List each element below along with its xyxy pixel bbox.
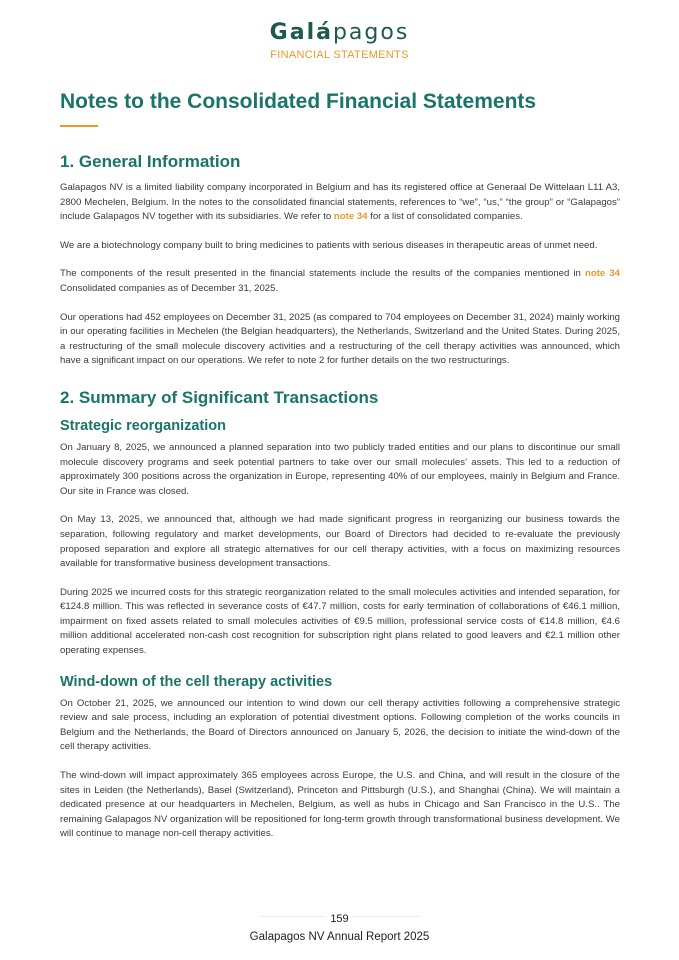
note-34-link[interactable]: note 34	[333, 211, 368, 223]
section-1-heading: 1. General Information	[60, 152, 241, 171]
report-title: Galapagos NV Annual Report 2025	[249, 931, 430, 943]
strategic-paragraph-2: On May 13, 2025, we announced that, although we had made significant progress in reorganizing our business towards the separation, following regulatory and market developments, our Board of Directors had decided to re-evaluate the previously proposed separation and explore all strategic alternatives for our cell therapy activities, with a focus on maximizing resources available for transformative business development transactions.	[60, 514, 620, 570]
section-1-paragraph-1: Galapagos NV is a limited liability company incorporated in Belgium and has its registered office at Generaal De Wittelaan L11 A3, 2800 Mechelen, Belgium. In the notes to the consolidated financial statements, references to “we”, “us,” “the group” or “Galapagos” include Galapagos NV together with its subsidiaries. We refer to note 34 for a list of consolidated companies.	[60, 182, 620, 223]
section-label: FINANCIAL STATEMENTS	[270, 49, 409, 61]
section-1-paragraph-4: Our operations had 452 employees on December 31, 2025 (as compared to 704 employees on December 31, 2024) mainly working in our operating facilities in Mechelen (the Belgian headquarters), the Netherlands, Switzerland and the United States. During 2025, a restructuring of the small molecule discovery activities and a restructuring of the cell therapy activities was announced, which have a significant impact on our operations. We refer to note 2 for further details on the two restructurings.	[60, 311, 620, 367]
page-footer	[0, 908, 679, 943]
section-1-paragraph-2: We are a biotechnology company built to bring medicines to patients with serious diseases in therapeutic areas of unmet need.	[60, 239, 598, 251]
wind-down-paragraph-2: The wind-down will impact approximately 365 employees across Europe, the U.S. and China, and will result in the closure of the sites in Leiden (the Netherlands), Basel (Switzerland), Princeton and Pittsburgh (U.S.), and Shanghai (China). We will maintain a dedicated presence at our headquarters in Mechelen, Belgium, as well as hubs in Chicago and San Francisco in the U.S.. The remaining Galapagos NV organization will be repositioned for long-term growth through transformational business development. We will continue to manage non-cell therapy activities.	[60, 770, 620, 840]
page-title: Notes to the Consolidated Financial Statements	[60, 90, 537, 113]
strategic-paragraph-1: On January 8, 2025, we announced a planned separation into two publicly traded entities and our plans to discontinue our small molecule discovery programs and seek potential partners to take over our small molecules’ assets. This led to a reduction of approximately 300 positions across the organization in Europe, representing 40% of our employees, mainly in Belgium and France. Our site in France was closed.	[60, 441, 620, 497]
strategic-reorganization-heading: Strategic reorganization	[60, 417, 226, 434]
document-body	[60, 88, 620, 856]
title-underline	[60, 125, 98, 127]
page-header	[0, 20, 679, 61]
section-2-heading: 2. Summary of Significant Transactions	[60, 387, 379, 407]
page-number: 159	[326, 913, 352, 925]
wind-down-heading: Wind-down of the cell therapy activities	[60, 673, 333, 690]
strategic-paragraph-3: During 2025 we incurred costs for this strategic reorganization related to the small molecules activities and intended separation, for €124.8 million. This was reflected in severance costs of €47.7 million, costs for early termination of collaborations of €46.1 million, impairment on fixed assets related to small molecules activities of €9.5 million, professional service costs of €14.8 million, €4.6 million additional accelerated non-cash cost recognition for subscription right plans related to good leavers and €2.1 million other operating expenses.	[60, 586, 620, 657]
note-34-link-2[interactable]: note 34	[584, 268, 620, 280]
galapagos-logo: Galápagos	[269, 20, 410, 45]
section-1-paragraph-3: The components of the result presented in the financial statements include the results of the companies mentioned in note 34 Consolidated companies as of December 31, 2025.	[60, 268, 620, 294]
wind-down-paragraph-1: On October 21, 2025, we announced our intention to wind down our cell therapy activities following a comprehensive strategic review and sale process, including an exploration of potential divestment options. Following completion of the works councils in Belgium and the Netherlands, the Board of Directors announced on January 5, 2026, the decision to initiate the wind-down of the cell therapy activities.	[60, 697, 620, 753]
